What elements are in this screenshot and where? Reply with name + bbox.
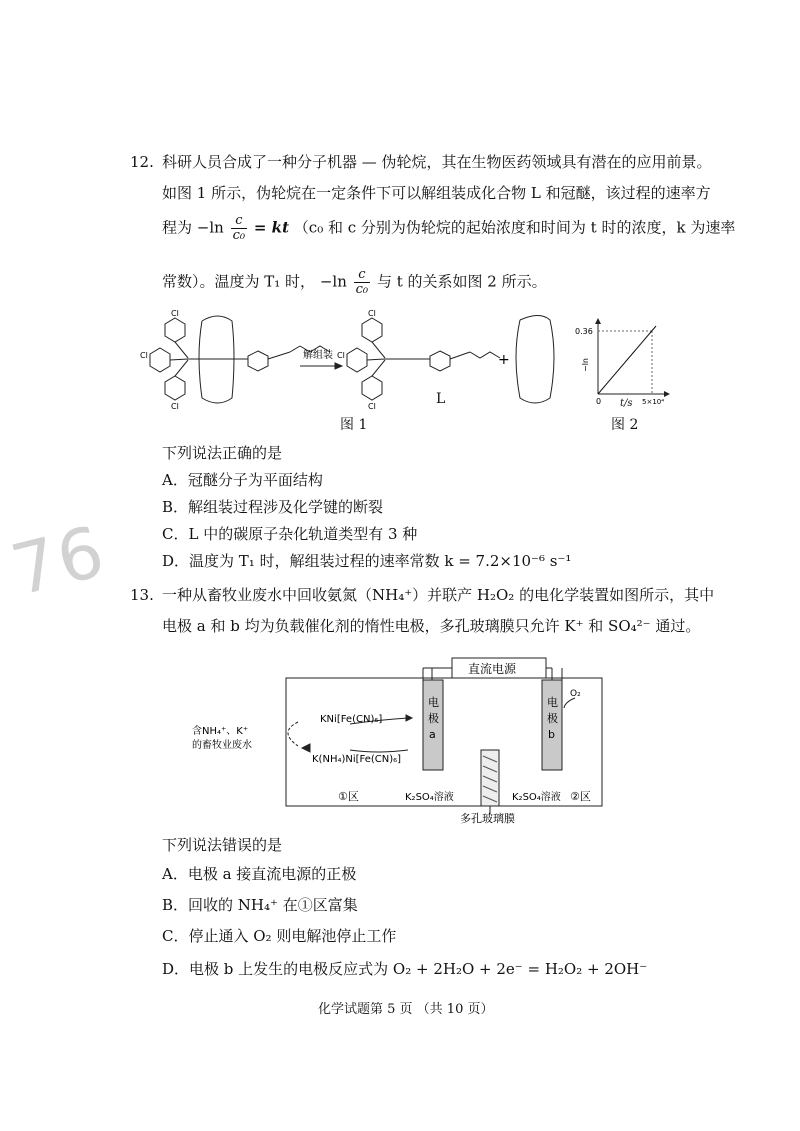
q12-line4 — [162, 268, 547, 297]
electrode-b-char3: b — [548, 728, 555, 741]
porous-membrane — [481, 750, 499, 806]
zone2-label: ②区 — [570, 790, 591, 803]
q12-stem: 下列说法正确的是 — [162, 444, 283, 462]
q12-option-b: B．解组装过程涉及化学键的断裂 — [162, 498, 384, 516]
q12-line3-pre: 程为 — [162, 218, 193, 237]
q12-number: 12. — [130, 153, 154, 171]
electrode-a-char1: 电 — [428, 696, 439, 709]
q12-minus-ln: −ln — [196, 218, 224, 237]
electrode-b-char2: 极 — [547, 712, 558, 725]
ring-top-left — [165, 318, 185, 342]
q13-option-b: B．回收的 NH₄⁺ 在①区富集 — [162, 896, 358, 914]
wastewater-arrow — [288, 722, 298, 746]
cl-label-bottom: Cl — [171, 402, 179, 411]
cl-label-L-bottom: Cl — [368, 402, 376, 411]
frac-num: c — [231, 214, 248, 229]
cl-label-L-top: Cl — [368, 309, 376, 318]
frac-den-2: c₀ — [355, 282, 369, 297]
electrode-b — [542, 680, 562, 770]
fig1-caption: 图 1 — [340, 417, 368, 433]
q13-option-d: D．电极 b 上发生的电极反应式为 O₂ + 2H₂O + 2e⁻ = H₂O₂ + 2OH⁻ — [162, 960, 648, 978]
bottom-compound: K(NH₄)Ni[Fe(CN)₆] — [312, 754, 402, 765]
q12-line4-minus-ln: −ln — [319, 272, 347, 291]
q12-line3 — [162, 214, 735, 243]
membrane-label: 多孔玻璃膜 — [460, 812, 515, 825]
electrode-a-char2: 极 — [428, 712, 439, 725]
q12-eq: = kt — [253, 218, 290, 237]
solution-right: K₂SO₄溶液 — [512, 792, 561, 803]
power-label: 直流电源 — [468, 662, 517, 676]
fig2-xlabel: t/s — [620, 398, 633, 409]
q12-line4-fraction — [354, 268, 371, 297]
electrolysis-diagram — [190, 650, 630, 825]
fig2-y-tick: 0.36 — [575, 327, 593, 336]
zone1-label: ①区 — [338, 790, 359, 803]
q12-line4-post: 与 t 的关系如图 2 所示。 — [376, 272, 547, 291]
frac-num-2: c — [354, 268, 371, 283]
electrode-a-char3: a — [429, 728, 436, 741]
wastewater-line2: 的畜牧业废水 — [192, 740, 252, 751]
solution-left: K₂SO₄溶液 — [405, 792, 454, 803]
cl-label-top: Cl — [171, 309, 179, 318]
crown-ether — [516, 316, 554, 404]
q12-line2: 如图 1 所示，伪轮烷在一定条件下可以解组装成化合物 L 和冠醚，该过程的速率方 — [162, 184, 711, 202]
fig2-ylabel: −ln — [581, 358, 590, 372]
o2-label: O₂ — [570, 689, 581, 699]
o2-arrow — [564, 698, 575, 708]
q13-line1: 一种从畜牧业废水中回收氨氮（NH₄⁺）并联产 H₂O₂ 的电化学装置如图所示，其中 — [162, 586, 715, 604]
electrode-a — [423, 680, 443, 770]
q12-line1: 科研人员合成了一种分子机器 — 伪轮烷，其在生物医药领域具有潜在的应用前景。 — [162, 153, 712, 171]
ring-bottom-left — [165, 376, 185, 400]
q13-option-c: C．停止通入 O₂ 则电解池停止工作 — [162, 927, 397, 945]
cl-label-L: Cl — [337, 351, 345, 360]
q12-fraction — [231, 214, 248, 243]
ring-axle — [248, 351, 268, 371]
electrode-b-char1: 电 — [547, 696, 558, 709]
fig1-arrow-label: 解组装 — [303, 350, 333, 361]
cl-label: Cl — [140, 351, 148, 360]
fig1-L-label: L — [436, 391, 446, 407]
q13-line2: 电极 a 和 b 均为负载催化剂的惰性电极，多孔玻璃膜只允许 K⁺ 和 SO₄²⁻ 通过。 — [162, 617, 701, 635]
q12-option-d: D．温度为 T₁ 时，解组装过程的速率常数 k = 7.2×10⁻⁶ s⁻¹ — [162, 552, 572, 570]
wastewater-line1: 含NH₄⁺、K⁺ — [192, 726, 249, 737]
q12-line4-pre: 常数）。温度为 T₁ 时， — [162, 272, 316, 291]
top-compound: KNi[Fe(CN)₆] — [320, 714, 383, 725]
data-line — [598, 326, 656, 394]
q13-stem: 下列说法错误的是 — [162, 836, 283, 854]
arrow-bottom — [350, 750, 408, 752]
fig2-x-origin: 0 — [596, 397, 602, 406]
ring-mid-left — [150, 348, 170, 372]
q13-option-a: A．电极 a 接直流电源的正极 — [162, 865, 357, 883]
q12-option-c: C．L 中的碳原子杂化轨道类型有 3 种 — [162, 525, 418, 543]
figure1-diagram — [140, 306, 560, 411]
q12-option-a: A．冠醚分子为平面结构 — [162, 471, 323, 489]
watermark: 76 — [3, 509, 114, 613]
figure2-plot — [574, 318, 674, 406]
fig2-caption: 图 2 — [611, 417, 639, 433]
frac-den: c₀ — [232, 228, 246, 243]
q13-number: 13. — [130, 586, 154, 604]
fig2-x-tick: 5×10⁴ — [642, 398, 665, 406]
page-footer: 化学试题第 5 页 （共 10 页） — [318, 1002, 494, 1017]
q12-line3-post: （c₀ 和 c 分别为伪轮烷的起始浓度和时间为 t 时的浓度，k 为速率 — [293, 218, 736, 237]
fig1-plus: + — [498, 352, 510, 368]
